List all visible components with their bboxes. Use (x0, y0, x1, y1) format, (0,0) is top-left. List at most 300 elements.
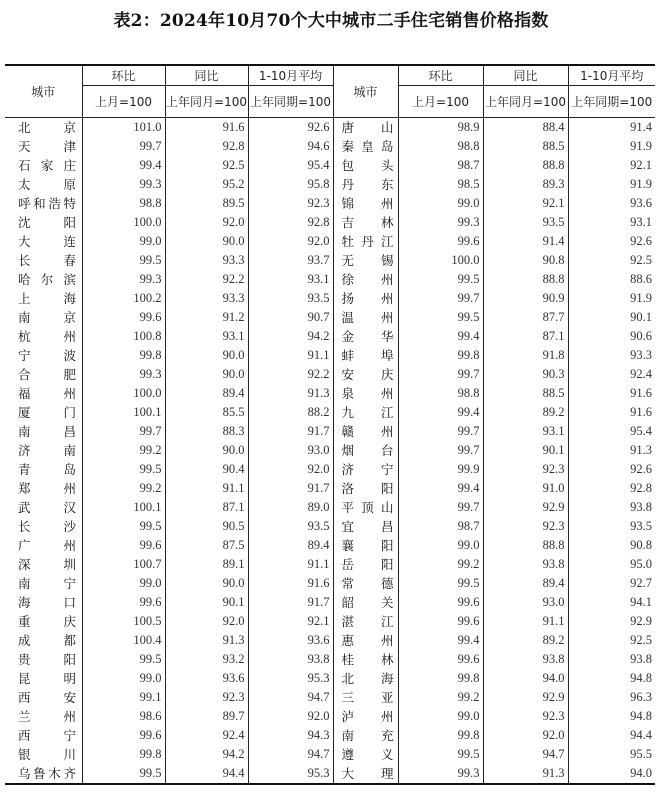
ytd-cell-right: 93.8 (568, 498, 655, 517)
ytd-cell-right: 91.6 (568, 384, 655, 403)
city-name: 石 家 庄 (18, 158, 76, 173)
mom-cell-right: 99.5 (398, 308, 483, 327)
city-cell-right (333, 251, 398, 270)
city-name: 遵 义 (341, 747, 394, 762)
city-cell-right (333, 137, 398, 156)
city-name: 扬 州 (341, 291, 394, 306)
ytd-cell-left: 89.4 (248, 536, 333, 555)
yoy-cell-left: 92.0 (165, 612, 248, 631)
yoy-cell-right: 93.1 (483, 422, 568, 441)
yoy-cell-left: 90.0 (165, 346, 248, 365)
mom-cell-left: 99.5 (82, 650, 165, 669)
mom-cell-left: 99.5 (82, 460, 165, 479)
ytd-cell-left: 94.3 (248, 726, 333, 745)
ytd-cell-right: 96.3 (568, 688, 655, 707)
mom-cell-left: 99.5 (82, 251, 165, 270)
city-name: 西 宁 (18, 728, 76, 743)
ytd-cell-left: 95.3 (248, 764, 333, 784)
city-name: 太 原 (18, 177, 76, 192)
ytd-cell-right: 93.8 (568, 650, 655, 669)
ytd-cell-right: 95.4 (568, 422, 655, 441)
ytd-cell-right: 92.1 (568, 156, 655, 175)
yoy-cell-right: 88.4 (483, 118, 568, 138)
mom-cell-right: 99.5 (398, 574, 483, 593)
city-name: 南 京 (18, 310, 76, 325)
yoy-cell-left: 91.2 (165, 308, 248, 327)
yoy-cell-right: 92.3 (483, 460, 568, 479)
table-row (5, 536, 655, 555)
mom-cell-left: 99.8 (82, 745, 165, 764)
city-name: 丹 东 (341, 177, 394, 192)
city-name: 厦 门 (18, 405, 76, 420)
mom-cell-left: 99.3 (82, 175, 165, 194)
city-cell-left (5, 232, 82, 251)
mom-cell-left: 99.6 (82, 593, 165, 612)
yoy-cell-left: 89.5 (165, 194, 248, 213)
city-name: 韶 关 (341, 595, 394, 610)
city-cell-right (333, 764, 398, 784)
ytd-cell-right: 94.1 (568, 593, 655, 612)
yoy-cell-right: 91.4 (483, 232, 568, 251)
table-row (5, 327, 655, 346)
yoy-cell-left: 88.3 (165, 422, 248, 441)
city-cell-left (5, 403, 82, 422)
city-cell-right (333, 536, 398, 555)
yoy-cell-right: 88.8 (483, 536, 568, 555)
ytd-cell-left: 92.6 (248, 118, 333, 138)
ytd-cell-right: 92.7 (568, 574, 655, 593)
mom-cell-right: 100.0 (398, 251, 483, 270)
yoy-cell-left: 87.5 (165, 536, 248, 555)
col-header-yoy-right: 同比 (483, 65, 568, 86)
city-name: 无 锡 (341, 253, 394, 268)
city-cell-left (5, 270, 82, 289)
city-name: 赣 州 (341, 424, 394, 439)
mom-cell-left: 99.0 (82, 232, 165, 251)
yoy-cell-left: 90.0 (165, 232, 248, 251)
mom-cell-right: 98.8 (398, 384, 483, 403)
ytd-cell-left: 93.0 (248, 441, 333, 460)
yoy-cell-left: 90.0 (165, 365, 248, 384)
city-name: 岳 阳 (341, 557, 394, 572)
ytd-cell-left: 94.7 (248, 688, 333, 707)
city-name: 襄 阳 (341, 538, 394, 553)
ytd-cell-left: 92.1 (248, 612, 333, 631)
mom-cell-right: 99.7 (398, 498, 483, 517)
city-name: 青 岛 (18, 462, 76, 477)
col-subheader-ytd-right: 上年同期=100 (568, 86, 655, 118)
table-row (5, 365, 655, 384)
city-cell-right (333, 707, 398, 726)
ytd-cell-left: 92.2 (248, 365, 333, 384)
yoy-cell-left: 89.1 (165, 555, 248, 574)
city-name: 温 州 (341, 310, 394, 325)
city-name: 宜 昌 (341, 519, 394, 534)
city-name: 天 津 (18, 139, 76, 154)
city-name: 洛 阳 (341, 481, 394, 496)
yoy-cell-right: 91.8 (483, 346, 568, 365)
yoy-cell-left: 90.0 (165, 441, 248, 460)
col-header-yoy-left: 同比 (165, 65, 248, 86)
ytd-cell-right: 93.6 (568, 194, 655, 213)
city-cell-left (5, 764, 82, 784)
yoy-cell-left: 94.2 (165, 745, 248, 764)
yoy-cell-left: 90.0 (165, 574, 248, 593)
mom-cell-left: 99.2 (82, 441, 165, 460)
table-row (5, 118, 655, 138)
mom-cell-left: 99.3 (82, 270, 165, 289)
yoy-cell-right: 90.1 (483, 441, 568, 460)
city-name: 济 宁 (341, 462, 394, 477)
city-name: 北 海 (341, 671, 394, 686)
table-row (5, 270, 655, 289)
ytd-cell-right: 92.6 (568, 460, 655, 479)
city-cell-left (5, 194, 82, 213)
ytd-cell-right: 93.5 (568, 517, 655, 536)
city-cell-right (333, 422, 398, 441)
yoy-cell-left: 90.4 (165, 460, 248, 479)
city-name: 宁 波 (18, 348, 76, 363)
yoy-cell-right: 92.0 (483, 726, 568, 745)
mom-cell-right: 99.6 (398, 650, 483, 669)
table-row (5, 745, 655, 764)
mom-cell-left: 100.4 (82, 631, 165, 650)
city-name: 常 德 (341, 576, 394, 591)
col-subheader-ytd-left: 上年同期=100 (248, 86, 333, 118)
table-row (5, 156, 655, 175)
city-cell-left (5, 555, 82, 574)
city-name: 大 连 (18, 234, 76, 249)
ytd-cell-left: 93.7 (248, 251, 333, 270)
city-cell-right (333, 384, 398, 403)
yoy-cell-right: 89.4 (483, 574, 568, 593)
city-cell-left (5, 517, 82, 536)
city-cell-left (5, 251, 82, 270)
mom-cell-right: 99.7 (398, 422, 483, 441)
city-cell-left (5, 745, 82, 764)
mom-cell-left: 99.5 (82, 764, 165, 784)
mom-cell-right: 99.7 (398, 441, 483, 460)
ytd-cell-left: 93.6 (248, 631, 333, 650)
mom-cell-right: 98.7 (398, 156, 483, 175)
table-body (5, 118, 655, 785)
ytd-cell-left: 95.4 (248, 156, 333, 175)
yoy-cell-right: 89.2 (483, 631, 568, 650)
table-row (5, 707, 655, 726)
ytd-cell-right: 92.6 (568, 232, 655, 251)
city-cell-right (333, 688, 398, 707)
header-row-2 (5, 86, 655, 118)
ytd-cell-right: 90.1 (568, 308, 655, 327)
ytd-cell-right: 91.4 (568, 118, 655, 138)
ytd-cell-left: 93.5 (248, 517, 333, 536)
ytd-cell-left: 94.6 (248, 137, 333, 156)
table-row (5, 555, 655, 574)
city-name: 福 州 (18, 386, 76, 401)
yoy-cell-left: 92.8 (165, 137, 248, 156)
ytd-cell-right: 92.5 (568, 631, 655, 650)
ytd-cell-right: 91.9 (568, 175, 655, 194)
city-cell-left (5, 631, 82, 650)
city-name: 牡 丹 江 (341, 234, 394, 249)
yoy-cell-left: 92.2 (165, 270, 248, 289)
ytd-cell-left: 90.7 (248, 308, 333, 327)
ytd-cell-left: 91.7 (248, 479, 333, 498)
city-cell-right (333, 346, 398, 365)
yoy-cell-right: 87.1 (483, 327, 568, 346)
city-cell-right (333, 194, 398, 213)
ytd-cell-right: 94.8 (568, 669, 655, 688)
ytd-cell-right: 88.6 (568, 270, 655, 289)
city-cell-right (333, 441, 398, 460)
city-cell-right (333, 403, 398, 422)
mom-cell-left: 98.6 (82, 707, 165, 726)
col-header-city-left: 城市 (5, 65, 82, 118)
col-header-mom-right: 环比 (398, 65, 483, 86)
mom-cell-right: 99.0 (398, 707, 483, 726)
yoy-cell-left: 85.5 (165, 403, 248, 422)
ytd-cell-left: 91.7 (248, 593, 333, 612)
col-header-mom-left: 环比 (82, 65, 165, 86)
mom-cell-left: 100.5 (82, 612, 165, 631)
ytd-cell-right: 94.4 (568, 726, 655, 745)
yoy-cell-left: 94.4 (165, 764, 248, 784)
city-cell-left (5, 384, 82, 403)
mom-cell-left: 99.6 (82, 308, 165, 327)
yoy-cell-right: 88.8 (483, 156, 568, 175)
city-name: 南 充 (341, 728, 394, 743)
ytd-cell-left: 93.1 (248, 270, 333, 289)
table-row (5, 175, 655, 194)
yoy-cell-right: 93.5 (483, 213, 568, 232)
mom-cell-right: 99.0 (398, 536, 483, 555)
yoy-cell-left: 93.3 (165, 251, 248, 270)
table-row (5, 593, 655, 612)
table-row (5, 612, 655, 631)
yoy-cell-left: 91.6 (165, 118, 248, 138)
table-row (5, 669, 655, 688)
city-name: 徐 州 (341, 272, 394, 287)
city-cell-right (333, 232, 398, 251)
city-name: 大 理 (341, 766, 394, 781)
ytd-cell-left: 94.2 (248, 327, 333, 346)
city-name: 海 口 (18, 595, 76, 610)
table-row (5, 441, 655, 460)
mom-cell-right: 99.2 (398, 688, 483, 707)
city-cell-right (333, 574, 398, 593)
col-subheader-yoy-right: 上年同月=100 (483, 86, 568, 118)
yoy-cell-left: 91.1 (165, 479, 248, 498)
city-name: 广 州 (18, 538, 76, 553)
city-cell-left (5, 498, 82, 517)
mom-cell-right: 99.7 (398, 365, 483, 384)
yoy-cell-right: 91.0 (483, 479, 568, 498)
table-row (5, 764, 655, 784)
city-name: 合 肥 (18, 367, 76, 382)
yoy-cell-left: 92.0 (165, 213, 248, 232)
city-cell-right (333, 289, 398, 308)
ytd-cell-left: 93.8 (248, 650, 333, 669)
city-cell-left (5, 707, 82, 726)
city-cell-right (333, 650, 398, 669)
city-cell-left (5, 574, 82, 593)
city-cell-left (5, 688, 82, 707)
city-name: 北 京 (18, 120, 76, 135)
ytd-cell-right: 91.3 (568, 441, 655, 460)
city-cell-left (5, 726, 82, 745)
yoy-cell-right: 92.3 (483, 707, 568, 726)
col-header-ytd-right: 1-10月平均 (568, 65, 655, 86)
city-name: 郑 州 (18, 481, 76, 496)
yoy-cell-right: 90.8 (483, 251, 568, 270)
yoy-cell-right: 91.3 (483, 764, 568, 784)
city-cell-right (333, 308, 398, 327)
ytd-cell-right: 95.0 (568, 555, 655, 574)
city-name: 湛 江 (341, 614, 394, 629)
city-cell-left (5, 536, 82, 555)
city-cell-left (5, 289, 82, 308)
city-name: 南 宁 (18, 576, 76, 591)
city-name: 秦 皇 岛 (341, 139, 394, 154)
ytd-cell-right: 94.8 (568, 707, 655, 726)
ytd-cell-left: 95.3 (248, 669, 333, 688)
mom-cell-right: 99.3 (398, 213, 483, 232)
city-name: 长 沙 (18, 519, 76, 534)
table-row (5, 137, 655, 156)
mom-cell-right: 99.4 (398, 403, 483, 422)
city-name: 烟 台 (341, 443, 394, 458)
ytd-cell-left: 91.3 (248, 384, 333, 403)
yoy-cell-left: 92.5 (165, 156, 248, 175)
mom-cell-left: 99.7 (82, 422, 165, 441)
table-row (5, 479, 655, 498)
mom-cell-left: 99.8 (82, 346, 165, 365)
mom-cell-left: 100.8 (82, 327, 165, 346)
ytd-cell-left: 92.0 (248, 707, 333, 726)
mom-cell-left: 100.2 (82, 289, 165, 308)
mom-cell-left: 99.2 (82, 479, 165, 498)
mom-cell-right: 98.7 (398, 517, 483, 536)
header-row-1 (5, 65, 655, 86)
city-name: 吉 林 (341, 215, 394, 230)
yoy-cell-left: 89.4 (165, 384, 248, 403)
mom-cell-right: 98.9 (398, 118, 483, 138)
table-row (5, 726, 655, 745)
yoy-cell-right: 90.9 (483, 289, 568, 308)
mom-cell-right: 99.3 (398, 764, 483, 784)
city-cell-left (5, 327, 82, 346)
mom-cell-right: 99.7 (398, 289, 483, 308)
col-header-ytd-left: 1-10月平均 (248, 65, 333, 86)
city-name: 西 安 (18, 690, 76, 705)
ytd-cell-right: 90.8 (568, 536, 655, 555)
city-cell-right (333, 270, 398, 289)
mom-cell-right: 99.8 (398, 346, 483, 365)
mom-cell-right: 99.2 (398, 555, 483, 574)
table-row (5, 498, 655, 517)
table-row (5, 688, 655, 707)
mom-cell-left: 99.0 (82, 574, 165, 593)
city-cell-right (333, 175, 398, 194)
mom-cell-left: 99.1 (82, 688, 165, 707)
col-subheader-mom-left: 上月=100 (82, 86, 165, 118)
city-name: 银 川 (18, 747, 76, 762)
city-name: 泉 州 (341, 386, 394, 401)
mom-cell-right: 99.8 (398, 726, 483, 745)
mom-cell-right: 99.4 (398, 479, 483, 498)
city-name: 武 汉 (18, 500, 76, 515)
mom-cell-left: 100.1 (82, 498, 165, 517)
table-row (5, 460, 655, 479)
mom-cell-left: 99.6 (82, 536, 165, 555)
table-row (5, 194, 655, 213)
yoy-cell-right: 87.7 (483, 308, 568, 327)
yoy-cell-left: 93.3 (165, 289, 248, 308)
col-subheader-yoy-left: 上年同月=100 (165, 86, 248, 118)
city-name: 蚌 埠 (341, 348, 394, 363)
city-name: 长 春 (18, 253, 76, 268)
city-cell-left (5, 441, 82, 460)
mom-cell-left: 99.4 (82, 156, 165, 175)
yoy-cell-left: 93.2 (165, 650, 248, 669)
mom-cell-left: 101.0 (82, 118, 165, 138)
city-cell-right (333, 612, 398, 631)
city-cell-left (5, 612, 82, 631)
city-name: 贵 阳 (18, 652, 76, 667)
mom-cell-right: 99.5 (398, 270, 483, 289)
ytd-cell-left: 92.0 (248, 232, 333, 251)
mom-cell-right: 99.6 (398, 232, 483, 251)
ytd-cell-left: 93.5 (248, 289, 333, 308)
city-name: 包 头 (341, 158, 394, 173)
city-name: 上 海 (18, 291, 76, 306)
yoy-cell-right: 94.7 (483, 745, 568, 764)
mom-cell-right: 99.6 (398, 612, 483, 631)
ytd-cell-left: 89.0 (248, 498, 333, 517)
ytd-cell-right: 91.9 (568, 289, 655, 308)
city-name: 呼和浩特 (18, 196, 76, 211)
ytd-cell-left: 88.2 (248, 403, 333, 422)
city-name: 金 华 (341, 329, 394, 344)
mom-cell-left: 100.1 (82, 403, 165, 422)
table-row (5, 346, 655, 365)
city-name: 南 昌 (18, 424, 76, 439)
ytd-cell-right: 91.6 (568, 403, 655, 422)
city-cell-right (333, 460, 398, 479)
yoy-cell-right: 88.8 (483, 270, 568, 289)
ytd-cell-right: 92.4 (568, 365, 655, 384)
city-cell-left (5, 346, 82, 365)
table-row (5, 574, 655, 593)
yoy-cell-right: 94.0 (483, 669, 568, 688)
city-cell-right (333, 365, 398, 384)
mom-cell-left: 99.7 (82, 137, 165, 156)
yoy-cell-right: 88.5 (483, 137, 568, 156)
yoy-cell-right: 92.9 (483, 498, 568, 517)
table-row (5, 631, 655, 650)
city-name: 哈 尔 滨 (18, 272, 76, 287)
yoy-cell-right: 90.3 (483, 365, 568, 384)
city-cell-right (333, 327, 398, 346)
city-name: 安 庆 (341, 367, 394, 382)
ytd-cell-right: 94.0 (568, 764, 655, 784)
city-cell-left (5, 460, 82, 479)
city-cell-left (5, 175, 82, 194)
city-cell-left (5, 422, 82, 441)
mom-cell-left: 99.6 (82, 726, 165, 745)
city-cell-right (333, 118, 398, 138)
city-cell-right (333, 555, 398, 574)
